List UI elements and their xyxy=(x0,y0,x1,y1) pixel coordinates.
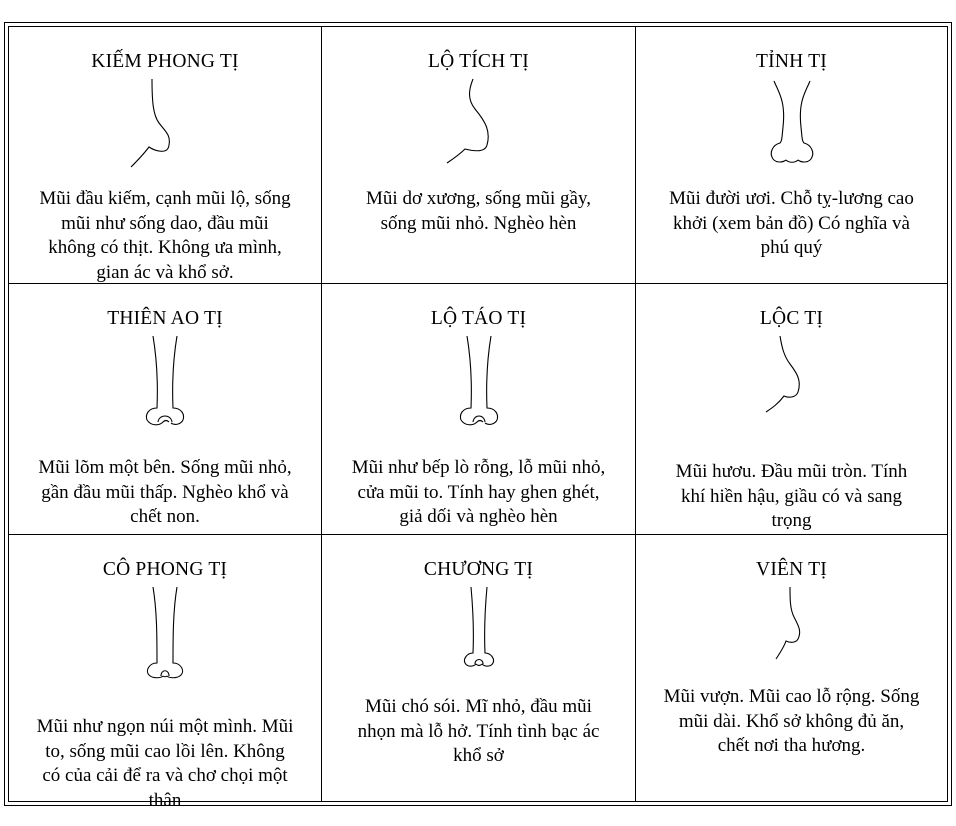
description-line: Mũi như ngọn núi một mình. Mũi xyxy=(36,716,294,737)
nose-cell-co-phong xyxy=(8,535,322,811)
nose-title: TỈNH TỊ xyxy=(756,51,827,72)
nose-title: LỘ TÁO TỊ xyxy=(430,308,527,329)
monkey-nose-drawing xyxy=(752,587,832,673)
description-line: khí hiền hậu, giầu có và sang xyxy=(680,485,903,507)
description-line: gần đầu mũi thấp. Nghèo khổ và xyxy=(41,481,289,503)
description-line: Mũi lõm một bên. Sống mũi nhỏ, xyxy=(38,457,292,478)
deer-nose-drawing xyxy=(752,336,832,422)
description-line: mũi như sống dao, đầu mũi xyxy=(61,212,269,234)
nose-cell-loc xyxy=(636,284,948,535)
stove-nose-drawing xyxy=(439,336,519,422)
description-line: Mũi hươu. Đầu mũi tròn. Tính xyxy=(675,461,908,482)
description-line: Mũi vượn. Mũi cao lỗ rộng. Sống xyxy=(663,686,920,707)
wolf-nose-drawing xyxy=(439,587,519,673)
description-line: Mũi như bếp lò rỗng, lỗ mũi nhỏ, xyxy=(351,457,606,478)
nose-cell-kiem-phong xyxy=(8,26,322,284)
description-line: gian ác và khổ sở. xyxy=(96,261,234,283)
description-line: khởi (xem bản đồ) Có nghĩa và xyxy=(673,212,910,234)
description-line: khổ sở xyxy=(453,745,504,766)
description-line: có của cải để ra và chơ chọi một xyxy=(42,765,288,786)
nose-title: CÔ PHONG TỊ xyxy=(102,559,228,580)
description-line: phú quý xyxy=(760,237,823,258)
nose-title: LỘC TỊ xyxy=(759,308,824,329)
nose-title: VIÊN TỊ xyxy=(756,559,827,580)
sunken-nose-drawing xyxy=(125,336,205,422)
description-line: Mũi dơ xương, sống mũi gầy, xyxy=(366,188,591,209)
nose-cell-vien xyxy=(636,535,948,802)
description-line: sống mũi nhỏ. Nghèo hèn xyxy=(380,212,577,234)
description-line: chết non. xyxy=(130,506,200,527)
description-line: nhọn mà lỗ hở. Tính tình bạc ác xyxy=(357,720,600,742)
nose-title: CHƯƠNG TỊ xyxy=(423,559,534,580)
description-line: Mũi đười ươi. Chỗ tỵ-lương cao xyxy=(669,188,914,209)
description-line: không có thịt. Không ưa mình, xyxy=(48,237,282,258)
description-line: thân xyxy=(148,789,182,811)
nose-title: THIÊN AO TỊ xyxy=(107,308,223,329)
nose-cell-lo-tao xyxy=(322,284,636,535)
description-line: cửa mũi to. Tính hay ghen ghét, xyxy=(357,481,600,503)
description-line: Mũi đầu kiếm, cạnh mũi lộ, sống xyxy=(39,188,291,209)
sharp-nose-drawing xyxy=(125,79,205,165)
description-line: Mũi chó sói. Mĩ nhỏ, đầu mũi xyxy=(365,696,592,717)
lone-peak-nose-drawing xyxy=(125,587,205,673)
bony-nose-drawing xyxy=(439,79,519,165)
nose-title: LỘ TÍCH TỊ xyxy=(428,51,529,72)
nose-cell-lo-tich xyxy=(322,26,636,284)
nose-cell-tinh xyxy=(636,26,948,284)
nose-cell-thien-ao xyxy=(8,284,322,535)
nose-cell-chuong xyxy=(322,535,636,802)
description-line: chết nơi tha hương. xyxy=(717,735,866,756)
description-line: mũi dài. Khổ sở không đủ ăn, xyxy=(678,710,905,732)
description-line: trọng xyxy=(771,510,812,531)
description-line: to, sống mũi cao lồi lên. Không xyxy=(45,740,285,762)
description-line: giả dối và nghèo hèn xyxy=(399,506,558,527)
front-nose-drawing xyxy=(752,79,832,165)
nose-title: KIẾM PHONG TỊ xyxy=(91,51,239,72)
nose-types-table xyxy=(8,26,948,811)
